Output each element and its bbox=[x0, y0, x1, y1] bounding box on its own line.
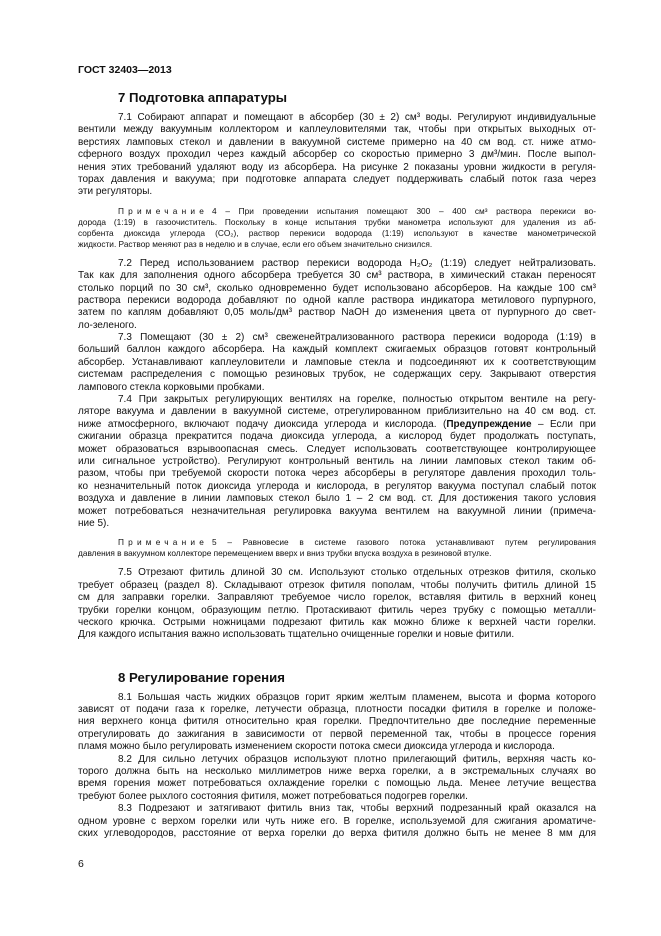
text-segment: одном уровне с верхом горелки или чуть ниже его. В горелке, используемой для сжигания ароматиче- bbox=[78, 815, 596, 827]
text-segment: см для заправки горелки. Заправляют требуемое число горелок, вставляя фитиль в верхний конец bbox=[78, 592, 596, 604]
text-segment: ния верхнего конца фитиля относительно края горелки. Предпочтительно две последние переменные bbox=[78, 716, 596, 728]
section-heading: 8 Регулирование горения bbox=[118, 669, 285, 685]
text-line bbox=[78, 468, 596, 480]
text-segment: ние 5). bbox=[78, 517, 110, 529]
text-line bbox=[78, 605, 596, 617]
text-line bbox=[78, 369, 596, 381]
document-body bbox=[78, 88, 596, 840]
text-line bbox=[78, 394, 596, 406]
paragraph bbox=[78, 332, 596, 394]
text-segment: 8.3 Подрезают и затягивают фитиль вниз так, чтобы верхний подрезанный край оказался на bbox=[118, 803, 596, 815]
text-segment: время горения может потребоваться охлаждение горелки с помощью льда. Менее летучие вещества bbox=[78, 778, 596, 790]
text-line bbox=[78, 778, 596, 790]
text-line bbox=[78, 162, 596, 174]
text-segment: затем по каплям добавляют 0,05 моль/дм³ раствор NaOH до изменения цвета от пурпурного до свет- bbox=[78, 307, 596, 319]
text-segment: 8.2 Для сильно летучих образцов используют плотно прилегающий фитиль, верхняя часть ко- bbox=[118, 753, 596, 765]
text-segment: верстиях ламповых стекол и давлении в вакуумной системе примерно на 40 см вод. ст. ниже атмо- bbox=[78, 136, 596, 148]
text-line bbox=[78, 228, 596, 239]
text-line bbox=[78, 456, 596, 468]
text-segment: ческого крючка. Острыми ножницами подрезают фитиль как можно ближе к верхней части горелки. bbox=[78, 616, 596, 628]
text-segment: разом, чтобы при требуемой скорости потока через абсорберы в регуляторе давления проходил толь- bbox=[78, 468, 596, 480]
text-line bbox=[78, 258, 596, 270]
paragraph bbox=[78, 394, 596, 530]
text-line bbox=[78, 716, 596, 728]
text-line bbox=[78, 112, 596, 124]
text-line bbox=[78, 567, 596, 579]
text-line bbox=[78, 174, 596, 186]
text-segment: 7.2 Перед использованием раствор перекиси водорода H₂O₂ (1:19) следует нейтрализовать. bbox=[118, 257, 596, 269]
text-segment: требует образец (раздел 8). Складывают отрезок фитиля пополам, чтобы получить фитиль длиной 15 bbox=[78, 579, 596, 591]
text-line bbox=[78, 270, 596, 282]
text-segment: Так как для заполнения одного абсорбера требуется 30 см³ раствора, в химический стакан переносят bbox=[78, 270, 596, 282]
text-line bbox=[78, 791, 596, 803]
document-header: ГОСТ 32403—2013 bbox=[78, 64, 172, 76]
text-line bbox=[78, 729, 596, 741]
text-segment: или сигнальное устройство). Регулируют контрольный вентиль на линии ламповых стекол таким об- bbox=[78, 455, 596, 467]
note-label: Примечание bbox=[118, 205, 209, 216]
text-line bbox=[78, 592, 596, 604]
text-segment: ниже атмосферного, включают подачу диоксида углерода и кислорода. ( bbox=[78, 418, 447, 430]
note bbox=[78, 537, 596, 559]
text-line bbox=[78, 295, 596, 307]
text-line bbox=[78, 766, 596, 778]
bold-term: Предупреждение bbox=[446, 418, 532, 430]
text-segment: ло-зеленого. bbox=[78, 319, 137, 331]
text-line bbox=[78, 518, 596, 530]
text-line bbox=[78, 283, 596, 295]
text-line bbox=[78, 803, 596, 815]
text-segment: пламя можно было регулировать изменением скорости потока смеси диоксида углерода и кислорода. bbox=[78, 741, 555, 753]
text-line bbox=[78, 741, 596, 753]
text-segment: системам распределения с помощью резиновых трубок, не содержащих серу. Закрывают отверстия bbox=[78, 369, 596, 381]
text-line bbox=[78, 629, 596, 641]
text-line bbox=[78, 444, 596, 456]
text-segment: лампового стекла корковыми пробками. bbox=[78, 381, 265, 393]
section-heading: 7 Подготовка аппаратуры bbox=[118, 90, 288, 105]
text-segment: зависят от подачи газа к горелке, летучести образца, плотности посадки фитиля в горелке и положе- bbox=[78, 704, 596, 716]
text-line bbox=[78, 816, 596, 828]
text-segment: 7.3 Помещают (30 ± 2) см³ свеженейтрализованного раствора перекиси водорода (1:19) в bbox=[118, 332, 596, 344]
text-line bbox=[78, 137, 596, 149]
text-segment: 4 – При проведении испытания помещают 300 – 400 см³ раствора перекиси во- bbox=[212, 205, 596, 216]
text-segment: требуют более рыхлого состояния фитиля, может потребоваться подогрев горелки. bbox=[78, 790, 468, 802]
text-segment: жидкости. Раствор меняют раз в неделю и в случае, если его объем значительно снизился. bbox=[78, 238, 433, 249]
paragraph bbox=[78, 112, 596, 199]
text-line bbox=[78, 493, 596, 505]
text-line bbox=[78, 419, 596, 431]
text-line bbox=[78, 320, 596, 332]
note-label: Примечание bbox=[118, 537, 209, 548]
paragraph bbox=[78, 258, 596, 332]
text-line bbox=[78, 149, 596, 161]
text-segment: эти регуляторы. bbox=[78, 186, 153, 198]
paragraph bbox=[78, 754, 596, 804]
note bbox=[78, 206, 596, 250]
paragraph bbox=[78, 567, 596, 641]
text-segment: ко незначительный поток диоксида углерода и кислорода, в регулятор вакуума поступал слабый поток bbox=[78, 480, 596, 492]
text-segment: давления в вакуумном коллекторе перемещением вверх и вниз трубки впуска воздуха в резиновой втулке. bbox=[78, 548, 492, 559]
text-segment: отрегулировать до зажигания в зависимости от первой переменной так, чтобы в процессе горения bbox=[78, 728, 596, 740]
text-segment: сферного воздух проходил через каждый абсорбер со скоростью примерно 3 дм³/мин. После выпол- bbox=[78, 149, 596, 161]
text-line bbox=[78, 754, 596, 766]
text-line bbox=[78, 704, 596, 716]
text-line bbox=[78, 506, 596, 518]
text-segment: вентили между вакуумным коллектором и каплеуловителями так, чтобы при открытых выходных от- bbox=[78, 124, 596, 136]
text-line bbox=[78, 828, 596, 840]
text-segment: торах давления и вакуума; при подготовке аппарата следует поддерживать слабый поток газа через bbox=[78, 173, 596, 185]
text-line bbox=[78, 186, 596, 198]
text-segment: торого должна быть на несколько миллиметров ниже верха горелки, а в экстремальных случаях во bbox=[78, 766, 596, 778]
text-line bbox=[78, 548, 596, 559]
text-segment: воздуха и давление в линии ламповых стекол было 1 – 2 см вод. ст. Для достижения такого условия bbox=[78, 493, 596, 505]
text-segment: 7.5 Отрезают фитиль длиной 30 см. Используют столько отдельных отрезков фитиля, сколько bbox=[118, 567, 596, 579]
text-line bbox=[78, 406, 596, 418]
text-segment: ских углеводородов, расстояние от верха горелки до верха фитиля должно быть не менее 8 мм для bbox=[78, 827, 596, 839]
text-segment: столько порций по 30 см³, сколько одновременно будет использовано абсорберов. На каждые 100 см³ bbox=[78, 282, 596, 294]
text-segment: сжигании образца прекратится подача диоксида углерода, а кислород будет продолжать поступать, bbox=[78, 431, 596, 443]
text-line bbox=[78, 481, 596, 493]
text-segment: сорбента диоксида углерода (CO₂), раствор перекиси водорода (1:19) используют в качестве манометрической bbox=[78, 227, 596, 238]
text-line bbox=[78, 344, 596, 356]
text-segment: трубки горелки концом, образующим петлю. Протаскивают фитиль через трубку с помощью металли- bbox=[78, 604, 596, 616]
text-line bbox=[78, 580, 596, 592]
text-segment: – Если при bbox=[531, 418, 597, 430]
text-segment: 7.1 Собирают аппарат и помещают в абсорбер (30 ± 2) см³ воды. Регулируют индивидуальные bbox=[118, 112, 596, 123]
paragraph bbox=[78, 803, 596, 840]
text-segment: 8.1 Большая часть жидких образцов горит ярким желтым пламенем, высота и форма которого bbox=[118, 691, 596, 703]
text-line bbox=[78, 357, 596, 369]
text-line bbox=[78, 206, 596, 217]
text-line bbox=[78, 692, 596, 704]
page-number: 6 bbox=[78, 858, 84, 870]
paragraph bbox=[78, 692, 596, 754]
text-segment: может образоваться взрывоопасная смесь. Следует использовать соответствующее контролирующее bbox=[78, 443, 596, 455]
text-segment: дорода (1:19) в газоочиститель. Поскольку в конце испытания трубки манометра используют для удаления из аб- bbox=[78, 216, 596, 227]
text-line bbox=[78, 217, 596, 228]
text-line bbox=[78, 239, 596, 250]
text-segment: ляторе вакуума и давлении в вакуумной системе, отрегулированном приблизительно на 40 см вод. ст. bbox=[78, 406, 596, 418]
text-line bbox=[78, 617, 596, 629]
text-segment: больший баллон каждого абсорбера. На каждый комплект сжигаемых образцов готовят контрольный bbox=[78, 344, 596, 356]
text-segment: абсорбер. Устанавливают каплеуловители и ламповые стекла и подсоединяют их к соответствующим bbox=[78, 356, 596, 368]
text-segment: раствора перекиси водорода добавляют по одной капле раствора индикатора метилового пурпурного, bbox=[78, 294, 596, 306]
text-line bbox=[78, 431, 596, 443]
text-segment: может потребоваться незначительная регулировка вакуума вентилем на вакуумной линии (примеча- bbox=[78, 505, 596, 517]
text-segment: нения этих требований удаляют воду из абсорбера. На рисунке 2 показаны уровни жидкости в регуля- bbox=[78, 161, 596, 173]
text-line bbox=[78, 332, 596, 344]
text-line bbox=[78, 537, 596, 548]
text-line bbox=[78, 307, 596, 319]
text-line bbox=[78, 382, 596, 394]
text-segment: 5 – Равновесие в системе газового потока устанавливают путем регулирования bbox=[212, 537, 596, 548]
text-segment: Для каждого испытания важно использовать тщательно очищенные горелки и новые фитили. bbox=[78, 629, 515, 641]
text-segment: 7.4 При закрытых регулирующих вентилях на горелке, полностью открытом вентиле на регу- bbox=[118, 394, 596, 406]
text-line bbox=[78, 124, 596, 136]
